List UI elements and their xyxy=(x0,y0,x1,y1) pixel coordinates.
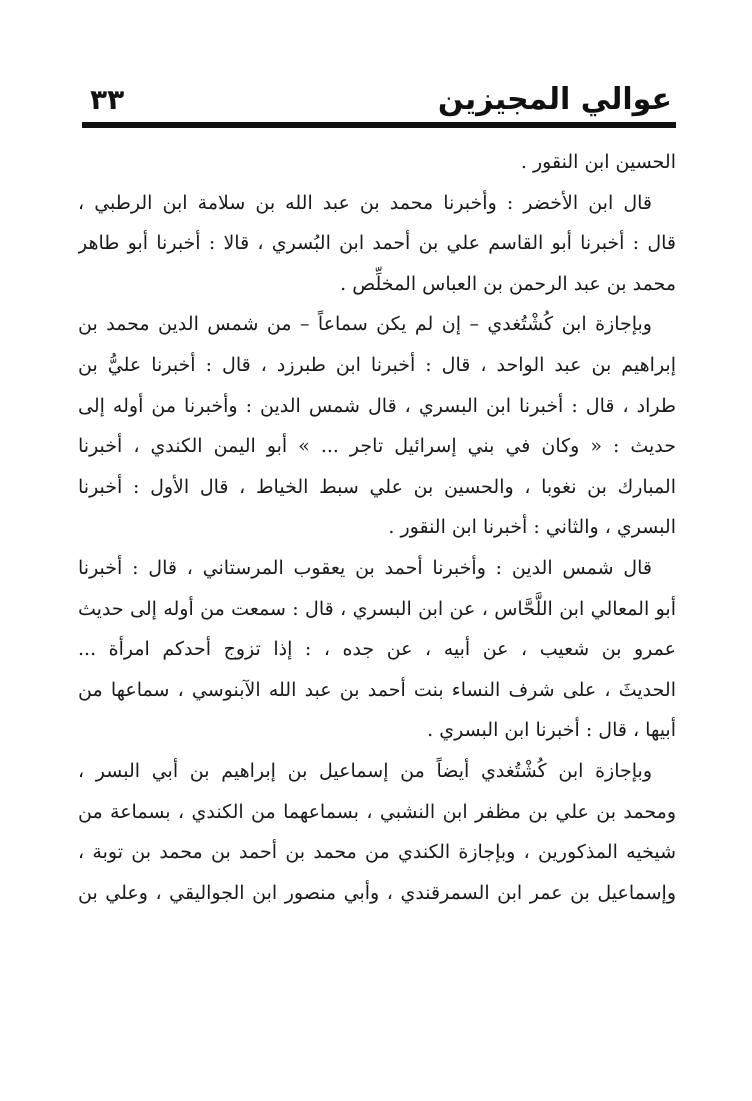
text-line: عمرو بن شعيب ، عن أبيه ، عن جده ، : إذا تزوج أحدكم امرأة ... xyxy=(78,638,676,661)
text-line: أبو المعالي ابن اللَّحَّاس ، عن ابن البسري ، قال : سمعت من أوله إلى حديث xyxy=(78,597,676,620)
text-line: البسري ، والثاني : أخبرنا ابن النقور . xyxy=(388,516,676,539)
text-line: ومحمد بن علي بن مظفر ابن النشبي ، بسماعهما من الكندي ، بسماعة من xyxy=(78,800,676,823)
text-line: قال ابن الأخضر : وأخبرنا محمد بن عبد الله بن سلامة ابن الرطبي ، xyxy=(78,191,652,214)
text-line: الحسين ابن النقور . xyxy=(520,151,676,173)
text-line: الحديثَ ، على شرف النساء بنت أحمد بن عبد الله الآبنوسي ، سماعها من xyxy=(78,678,676,701)
text-line: أبيها ، قال : أخبرنا ابن البسري . xyxy=(427,719,676,742)
text-line: قال شمس الدين : وأخبرنا أحمد بن يعقوب المرستاني ، قال : أخبرنا xyxy=(78,556,652,579)
text-line: طراد ، قال : أخبرنا ابن البسري ، قال شمس الدين : وأخبرنا من أوله إلى xyxy=(78,394,676,417)
running-title: عوالي المجيزين xyxy=(437,82,672,117)
header-rule xyxy=(82,122,676,128)
text-line: وإسماعيل بن عمر ابن السمرقندي ، وأبي منصور ابن الجواليقي ، وعلي بن xyxy=(78,881,676,904)
body-text xyxy=(78,142,676,913)
page-header xyxy=(82,82,674,122)
text-line: وبإجازة ابن كُشْتُغدي أيضاً من إسماعيل بن إبراهيم بن أبي البسر ، xyxy=(78,759,652,782)
text-line: قال : أخبرنا أبو القاسم علي بن أحمد ابن البُسري ، قالا : أخبرنا أبو طاهر xyxy=(78,232,676,255)
text-line: إبراهيم بن عبد الواحد ، قال : أخبرنا ابن طبرزد ، قال : أخبرنا عليُّ بن xyxy=(78,353,676,376)
text-line: شيخيه المذكورين ، وبإجازة الكندي من محمد بن أحمد بن محمد بن توبة ، xyxy=(78,841,676,864)
text-line: المبارك بن نغوبا ، والحسين بن علي سبط الخياط ، قال الأول : أخبرنا xyxy=(78,475,676,498)
page-number: ٣٣ xyxy=(90,83,125,116)
text-line: حديث : « وكان في بني إسرائيل تاجر ... » أبو اليمن الكندي ، أخبرنا xyxy=(78,435,676,458)
text-line: محمد بن عبد الرحمن بن العباس المخلِّص . xyxy=(340,272,676,295)
text-line: وبإجازة ابن كُشْتُغدي – إن لم يكن سماعاً – من شمس الدين محمد بن xyxy=(78,313,652,336)
